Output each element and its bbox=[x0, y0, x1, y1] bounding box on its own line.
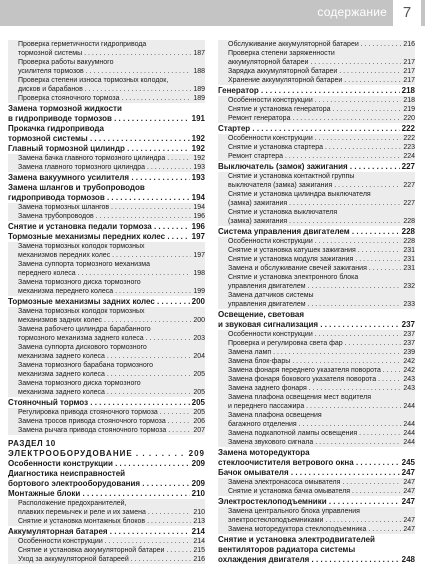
toc-entry-title: Замена центрального блока управления bbox=[228, 508, 360, 515]
toc-entry-title: механизма заднего колеса . . . bbox=[18, 352, 205, 361]
toc-page-number: 222 bbox=[403, 135, 415, 142]
toc-entry[interactable] bbox=[218, 478, 415, 487]
toc-page-number: 192 bbox=[191, 144, 205, 153]
toc-entry-title: Особенности конструкции . . . bbox=[228, 96, 415, 105]
toc-page-number: 196 bbox=[191, 222, 205, 231]
toc-entry-title: Проверка работы вакуумного bbox=[18, 59, 114, 66]
toc-entry-title: Замена тормозного диска тормозного bbox=[18, 380, 141, 387]
toc-entry-title: Проверка стояночного тормоза . . . bbox=[18, 94, 205, 103]
toc-entry[interactable] bbox=[218, 448, 415, 468]
toc-entry[interactable] bbox=[218, 497, 415, 507]
toc-entry-title: Уход за аккумуляторной батареей . . . bbox=[18, 555, 205, 564]
toc-entry-title: (замка) зажигания . . . bbox=[228, 199, 415, 208]
toc-entry-title: Замена рабочего цилиндра барабанного bbox=[18, 326, 151, 333]
toc-entry[interactable] bbox=[8, 58, 205, 76]
toc-entry-title: в гидроприводе тормозов . . . bbox=[8, 114, 205, 124]
toc-page-number: 216 bbox=[193, 556, 205, 563]
toc-page-number: 193 bbox=[193, 164, 205, 171]
toc-page-number: 196 bbox=[193, 213, 205, 220]
toc-page-number: 237 bbox=[403, 331, 415, 338]
toc-page-number: 209 bbox=[191, 459, 205, 468]
toc-entry[interactable] bbox=[218, 507, 415, 525]
toc-entry-title: Снятие и установка контактной группы bbox=[228, 173, 355, 180]
toc-entry[interactable] bbox=[218, 468, 415, 478]
toc-entry[interactable] bbox=[8, 361, 205, 379]
toc-entry[interactable] bbox=[8, 124, 205, 144]
toc-entry-title: Ремонт генератора . . . bbox=[228, 114, 415, 123]
toc-entry[interactable] bbox=[8, 104, 205, 124]
toc-entry[interactable] bbox=[218, 264, 415, 273]
toc-entry[interactable] bbox=[8, 183, 205, 203]
toc-entry-title: механизмов передних колес . . . bbox=[18, 251, 205, 260]
toc-entry-title: Ремонт стартера . . . bbox=[228, 152, 415, 161]
toc-entry[interactable] bbox=[218, 357, 415, 366]
toc-page-number: 237 bbox=[401, 320, 415, 329]
toc-entry[interactable] bbox=[218, 535, 415, 565]
toc-entry-title: Замена трубопроводов . . . bbox=[18, 212, 205, 221]
toc-entry-title: Замена тормозных колодок тормозных bbox=[18, 308, 145, 315]
toc-page-number: 224 bbox=[403, 153, 415, 160]
toc-entry[interactable] bbox=[218, 114, 415, 123]
toc-entry[interactable] bbox=[8, 469, 205, 489]
toc-entry-title: тормозной системы . . . bbox=[8, 134, 205, 144]
toc-entry-title: Снятие и установка генератора . . . bbox=[228, 105, 415, 114]
toc-entry-title: Замена тормозного диска тормозного bbox=[18, 279, 141, 286]
toc-entry-title: Проверка степени износа тормозных колодок, bbox=[18, 77, 169, 84]
toc-entry-title: бортового электрооборудования . . . bbox=[8, 479, 205, 489]
toc-entry-title: Особенности конструкции . . . bbox=[18, 537, 205, 546]
toc-entry-title: Стояночный тормоз . . . bbox=[8, 398, 205, 408]
toc-page-number: 247 bbox=[401, 468, 415, 477]
toc-entry-title: Аккумуляторная батарея . . . bbox=[8, 527, 205, 537]
toc-page-number: 227 bbox=[401, 162, 415, 171]
toc-entry[interactable] bbox=[8, 546, 205, 555]
toc-entry-title: Замена моторедуктора bbox=[218, 448, 310, 457]
toc-entry[interactable] bbox=[8, 203, 205, 212]
toc-page-number: 206 bbox=[193, 418, 205, 425]
toc-entry[interactable] bbox=[8, 439, 205, 449]
toc-page-number: 228 bbox=[403, 218, 415, 225]
toc-entry[interactable] bbox=[8, 242, 205, 260]
toc-entry-title: Замена вакуумного усилителя . . . bbox=[8, 173, 205, 183]
toc-entry[interactable] bbox=[218, 49, 415, 67]
toc-entry-title: механизма заднего колеса . . . bbox=[18, 388, 205, 397]
toc-entry[interactable] bbox=[218, 96, 415, 105]
section-title: содержание bbox=[317, 5, 387, 19]
toc-page-number: 244 bbox=[403, 439, 415, 446]
toc-entry[interactable] bbox=[218, 366, 415, 375]
toc-entry[interactable] bbox=[218, 525, 415, 534]
toc-entry-title: (замка) зажигания . . . bbox=[228, 217, 415, 226]
toc-page-number: 203 bbox=[193, 335, 205, 342]
toc-entry-title: Выключатель (замок) зажигания . . . bbox=[218, 162, 415, 172]
toc-page-number: 239 bbox=[403, 349, 415, 356]
toc-entry-title: Замена блок-фары . . . bbox=[228, 357, 415, 366]
toc-page-number: 189 bbox=[193, 86, 205, 93]
toc-entry-title: Замена суппорта тормозного механизма bbox=[18, 261, 151, 268]
toc-page-number: 199 bbox=[193, 288, 205, 295]
toc-entry-title: Монтажные блоки . . . bbox=[8, 489, 205, 499]
toc-entry[interactable] bbox=[8, 555, 205, 564]
toc-page-number: 248 bbox=[401, 555, 415, 564]
toc-entry[interactable] bbox=[218, 190, 415, 208]
toc-entry-title: гидропривода тормозов . . . bbox=[8, 193, 205, 203]
toc-entry-title: Генератор . . . bbox=[218, 86, 415, 96]
toc-entry[interactable] bbox=[8, 297, 205, 307]
toc-entry-title: Обслуживание аккумуляторной батареи . . . bbox=[228, 40, 415, 49]
toc-page-number: 247 bbox=[403, 479, 415, 486]
toc-entry-title: плавких перемычек и реле и их замена . . . bbox=[18, 508, 205, 517]
toc-entry[interactable] bbox=[218, 411, 415, 429]
toc-page-number: 228 bbox=[403, 238, 415, 245]
toc-column-left bbox=[8, 40, 205, 564]
toc-entry-title: Замена суппорта дискового тормозного bbox=[18, 344, 147, 351]
toc-entry[interactable] bbox=[8, 278, 205, 296]
toc-entry[interactable] bbox=[8, 426, 205, 435]
toc-entry[interactable] bbox=[8, 307, 205, 325]
toc-page-number: 244 bbox=[403, 430, 415, 437]
toc-entry[interactable] bbox=[218, 237, 415, 246]
toc-entry-title: вентиляторов радиатора системы bbox=[218, 545, 356, 554]
header-bar bbox=[0, 0, 425, 26]
toc-entry-title: Прокачка гидропривода bbox=[8, 124, 104, 133]
toc-entry[interactable] bbox=[218, 246, 415, 255]
toc-entry[interactable] bbox=[218, 393, 415, 411]
toc-entry[interactable] bbox=[8, 76, 205, 94]
toc-entry-title: Снятие и установка педали тормоза . . . bbox=[8, 222, 205, 232]
toc-entry[interactable] bbox=[8, 379, 205, 397]
toc-entry[interactable] bbox=[218, 40, 415, 49]
toc-entry[interactable] bbox=[218, 384, 415, 393]
toc-entry-title: Особенности конструкции . . . bbox=[228, 134, 415, 143]
toc-entry-title: Замена плафона освещения bbox=[228, 412, 322, 419]
toc-page-number: 197 bbox=[193, 252, 205, 259]
toc-entry[interactable] bbox=[8, 489, 205, 499]
toc-entry[interactable] bbox=[218, 429, 415, 438]
toc-entry-title: Особенности конструкции . . . bbox=[8, 459, 205, 469]
toc-entry-title: Замена датчиков системы bbox=[228, 292, 314, 299]
toc-page-number: 205 bbox=[193, 371, 205, 378]
toc-page-number: 194 bbox=[191, 193, 205, 202]
toc-entry[interactable] bbox=[218, 208, 415, 226]
toc-entry[interactable] bbox=[218, 76, 415, 85]
toc-page-number: 210 bbox=[191, 489, 205, 498]
toc-entry-title: Снятие и установка бачка омывателя . . . bbox=[228, 487, 415, 496]
toc-page-number: 247 bbox=[403, 526, 415, 533]
toc-entry[interactable] bbox=[8, 517, 205, 526]
toc-entry[interactable] bbox=[8, 173, 205, 183]
toc-entry-title: тормозного механизма заднего колеса . . . bbox=[18, 334, 205, 343]
toc-entry-title: Снятие и установка электродвигателей bbox=[218, 535, 375, 544]
toc-entry-title: дисков и барабанов . . . bbox=[18, 85, 205, 94]
toc-page-number: 232 bbox=[403, 283, 415, 290]
toc-entry-title: Замена тормозной жидкости bbox=[8, 104, 122, 113]
toc-entry-title: Замена фонаря бокового указателя поворота . . . bbox=[228, 375, 415, 384]
toc-entry[interactable] bbox=[218, 330, 415, 339]
toc-entry[interactable] bbox=[8, 417, 205, 426]
toc-page-number: 247 bbox=[403, 517, 415, 524]
toc-entry[interactable] bbox=[8, 537, 205, 546]
toc-page-number: 210 bbox=[193, 509, 205, 516]
toc-entry-title: Замена звукового сигнала . . . bbox=[228, 438, 415, 447]
toc-entry-title: и звуковая сигнализация . . . bbox=[218, 320, 415, 330]
toc-entry-title: Освещение, световая bbox=[218, 310, 305, 319]
toc-page-number: 188 bbox=[193, 68, 205, 75]
toc-entry-title: Замена фонаря переднего указателя поворота . . . bbox=[228, 366, 415, 375]
toc-page-number: 209 bbox=[191, 479, 205, 488]
toc-entry[interactable] bbox=[8, 222, 205, 232]
toc-page-number: 209 bbox=[188, 449, 205, 458]
toc-entry-title: багажного отделения . . . bbox=[228, 420, 415, 429]
toc-entry-title: выключателя (замка) зажигания . . . bbox=[228, 181, 415, 190]
toc-entry[interactable] bbox=[8, 94, 205, 103]
toc-entry-title: Особенности конструкции . . . bbox=[228, 330, 415, 339]
toc-entry[interactable] bbox=[218, 375, 415, 384]
toc-entry-title: Зарядка аккумуляторной батареи . . . bbox=[228, 67, 415, 76]
toc-page-number: 247 bbox=[403, 488, 415, 495]
toc-page-number: 189 bbox=[193, 95, 205, 102]
toc-entry[interactable] bbox=[8, 212, 205, 221]
toc-page-number: 191 bbox=[191, 114, 205, 123]
toc-entry-title: механизма заднего колеса . . . bbox=[18, 370, 205, 379]
toc-entry[interactable] bbox=[218, 339, 415, 348]
toc-entry[interactable] bbox=[8, 449, 205, 459]
toc-entry[interactable] bbox=[218, 143, 415, 152]
toc-entry-title: Замена подкапотной лампы освещения . . . bbox=[228, 429, 415, 438]
toc-entry[interactable] bbox=[218, 487, 415, 496]
toc-entry[interactable] bbox=[8, 163, 205, 172]
toc-entry[interactable] bbox=[218, 348, 415, 357]
toc-page-number: 243 bbox=[403, 376, 415, 383]
toc-page-number: 214 bbox=[191, 527, 205, 536]
toc-page-number: 237 bbox=[403, 340, 415, 347]
toc-entry-title: Замена заднего фонаря . . . bbox=[228, 384, 415, 393]
toc-page-number: 217 bbox=[403, 59, 415, 66]
toc-page-number: 192 bbox=[193, 155, 205, 162]
toc-entry-title: Замена электронасоса омывателя . . . bbox=[228, 478, 415, 487]
toc-page-number: 218 bbox=[403, 97, 415, 104]
toc-page-number: 217 bbox=[403, 68, 415, 75]
toc-page-number: 223 bbox=[403, 144, 415, 151]
toc-entry[interactable] bbox=[218, 227, 415, 237]
toc-entry-title: переднего колеса . . . bbox=[18, 269, 205, 278]
toc-page-number: 194 bbox=[193, 204, 205, 211]
toc-page-number: 213 bbox=[193, 518, 205, 525]
toc-entry-title: стеклоочистителя ветрового окна . . . bbox=[218, 458, 415, 468]
toc-entry[interactable] bbox=[218, 67, 415, 76]
toc-entry[interactable] bbox=[8, 325, 205, 343]
toc-entry-title: механизма переднего колеса . . . bbox=[18, 287, 205, 296]
toc-entry[interactable] bbox=[8, 144, 205, 154]
toc-entry-title: Замена тормозных колодок тормозных bbox=[18, 243, 145, 250]
toc-entry-title: электростеклоподъемниками . . . bbox=[228, 516, 415, 525]
toc-entry-title: Диагностика неисправностей bbox=[8, 469, 126, 478]
toc-entry[interactable] bbox=[218, 310, 415, 330]
toc-entry-title: Тормозные механизмы задних колес . . . bbox=[8, 297, 205, 307]
toc-entry[interactable] bbox=[218, 162, 415, 172]
toc-entry-title: Проверка степени заряженности bbox=[228, 50, 335, 57]
toc-entry[interactable] bbox=[218, 134, 415, 143]
toc-entry-title: управления двигателем . . . bbox=[228, 300, 415, 309]
toc-entry[interactable] bbox=[218, 273, 415, 291]
toc-page-number: 217 bbox=[403, 77, 415, 84]
toc-entry[interactable] bbox=[218, 172, 415, 190]
toc-page-number: 204 bbox=[193, 353, 205, 360]
toc-entry[interactable] bbox=[8, 40, 205, 58]
toc-entry-title: РАЗДЕЛ 10 bbox=[8, 439, 56, 448]
toc-entry-title: Снятие и установка монтажных блоков . . . bbox=[18, 517, 205, 526]
toc-page-number: 216 bbox=[403, 41, 415, 48]
toc-page-number: 243 bbox=[403, 385, 415, 392]
toc-entry-title: Замена плафона освещения мест водителя bbox=[228, 394, 372, 401]
toc-page-number: 215 bbox=[193, 547, 205, 554]
toc-entry-title: Проверка и регулировка света фар . . . bbox=[228, 339, 415, 348]
toc-entry[interactable] bbox=[8, 154, 205, 163]
toc-entry-title: Замена моторедуктора стеклоподъемника . . . bbox=[228, 525, 415, 534]
toc-page-number: 244 bbox=[403, 403, 415, 410]
toc-entry-title: Снятие и установка аккумуляторной батареи . . . bbox=[18, 546, 205, 555]
toc-entry-title: Замена тросов привода стояночного тормоза . . . bbox=[18, 417, 205, 426]
toc-entry-title: тормозной системы . . . bbox=[18, 49, 205, 58]
toc-entry-title: Хранение аккумуляторной батареи . . . bbox=[228, 76, 415, 85]
toc-entry-title: Снятие и установка выключателя bbox=[228, 209, 338, 216]
toc-entry[interactable] bbox=[8, 499, 205, 517]
toc-entry-title: Снятие и установка электронного блока bbox=[228, 274, 359, 281]
toc-entry-title: управления двигателем . . . bbox=[228, 282, 415, 291]
toc-entry-title: Расположение предохранителей, bbox=[18, 500, 127, 507]
toc-entry-title: усилителя тормозов . . . bbox=[18, 67, 205, 76]
toc-page-number: 245 bbox=[401, 458, 415, 467]
toc-entry-title: и переднего пассажира . . . bbox=[228, 402, 415, 411]
toc-entry-title: Замена рычага привода стояночного тормоза . . . bbox=[18, 426, 205, 435]
toc-entry[interactable] bbox=[218, 152, 415, 161]
toc-page-number: 219 bbox=[403, 106, 415, 113]
toc-entry-title: Тормозные механизмы передних колес . . . bbox=[8, 232, 205, 242]
toc-entry[interactable] bbox=[8, 459, 205, 469]
toc-page-number: 187 bbox=[193, 50, 205, 57]
toc-page-number: 220 bbox=[403, 115, 415, 122]
toc-entry-title: ЭЛЕКТРООБОРУДОВАНИЕ . . . bbox=[8, 449, 205, 459]
toc-page-number: 205 bbox=[193, 409, 205, 416]
toc-entry[interactable] bbox=[218, 86, 415, 96]
toc-page-number: 200 bbox=[193, 317, 205, 324]
toc-page-number: 247 bbox=[401, 497, 415, 506]
toc-entry-title: Замена и обслуживание свечей зажигания . . . bbox=[228, 264, 415, 273]
toc-entry-title: аккумуляторной батареи . . . bbox=[228, 58, 415, 67]
toc-page-number: 228 bbox=[401, 227, 415, 236]
toc-entry-title: Главный тормозной цилиндр . . . bbox=[8, 144, 205, 154]
toc-page-number: 227 bbox=[403, 182, 415, 189]
toc-entry[interactable] bbox=[218, 124, 415, 134]
toc-page-number: 222 bbox=[401, 124, 415, 133]
toc-entry-title: Система управления двигателем . . . bbox=[218, 227, 415, 237]
toc-entry[interactable] bbox=[218, 255, 415, 264]
toc-entry-title: Регулировка привода стояночного тормоза . . . bbox=[18, 408, 205, 417]
toc-page-number: 218 bbox=[401, 86, 415, 95]
toc-page-number: 205 bbox=[193, 389, 205, 396]
toc-entry-title: Снятие и установка цилиндра выключателя bbox=[228, 191, 371, 198]
toc-entry-title: Снятие и установка модуля зажигания . . . bbox=[228, 255, 415, 264]
toc-page-number: 231 bbox=[403, 256, 415, 263]
toc-page-number: 214 bbox=[193, 538, 205, 545]
toc-entry-title: охлаждения двигателя . . . bbox=[218, 555, 415, 565]
toc-page-number: 192 bbox=[191, 134, 205, 143]
toc-entry-title: Стартер . . . bbox=[218, 124, 415, 134]
toc-page-number: 198 bbox=[193, 270, 205, 277]
toc-entry-title: Замена ламп . . . bbox=[228, 348, 415, 357]
toc-entry[interactable] bbox=[8, 408, 205, 417]
toc-column-right bbox=[218, 40, 415, 565]
page-number: 7 bbox=[391, 0, 421, 26]
toc-entry-title: Снятие и установка стартера . . . bbox=[228, 143, 415, 152]
toc-entry-title: Замена тормозного барабана тормозного bbox=[18, 362, 154, 369]
toc-entry-title: Особенности конструкции . . . bbox=[228, 237, 415, 246]
toc-page-number: 233 bbox=[403, 301, 415, 308]
toc-entry-title: механизмов задних колес . . . bbox=[18, 316, 205, 325]
toc-page-number: 231 bbox=[403, 247, 415, 254]
toc-page-number: 197 bbox=[191, 232, 205, 241]
toc-entry-title: Замена тормозных шлангов . . . bbox=[18, 203, 205, 212]
toc-entry-title: Замена бачка главного тормозного цилиндра . . . bbox=[18, 154, 205, 163]
toc-entry[interactable] bbox=[218, 438, 415, 447]
toc-page-number: 200 bbox=[191, 297, 205, 306]
toc-entry[interactable] bbox=[8, 260, 205, 278]
toc-entry-title: Замена главного тормозного цилиндра . . . bbox=[18, 163, 205, 172]
toc-entry-title: Электростеклоподъемники . . . bbox=[218, 497, 415, 507]
toc-entry-title: Проверка герметичности гидропривода bbox=[18, 41, 147, 48]
toc-entry[interactable] bbox=[8, 398, 205, 408]
toc-page-number: 242 bbox=[403, 358, 415, 365]
toc-page-number: 227 bbox=[403, 200, 415, 207]
toc-entry[interactable] bbox=[218, 291, 415, 309]
toc-entry[interactable] bbox=[8, 343, 205, 361]
toc-entry[interactable] bbox=[218, 105, 415, 114]
toc-page-number: 231 bbox=[403, 265, 415, 272]
toc-page-number: 244 bbox=[403, 421, 415, 428]
toc-entry[interactable] bbox=[8, 232, 205, 242]
toc-page-number: 207 bbox=[193, 427, 205, 434]
toc-entry[interactable] bbox=[8, 527, 205, 537]
toc-page-number: 205 bbox=[191, 398, 205, 407]
toc-page-number: 242 bbox=[403, 367, 415, 374]
toc-entry-title: Снятие и установка катушек зажигания . . . bbox=[228, 246, 415, 255]
toc-entry-title: Замена шлангов и трубопроводов bbox=[8, 183, 145, 192]
toc-entry-title: Бачок омывателя . . . bbox=[218, 468, 415, 478]
toc-page-number: 193 bbox=[191, 173, 205, 182]
